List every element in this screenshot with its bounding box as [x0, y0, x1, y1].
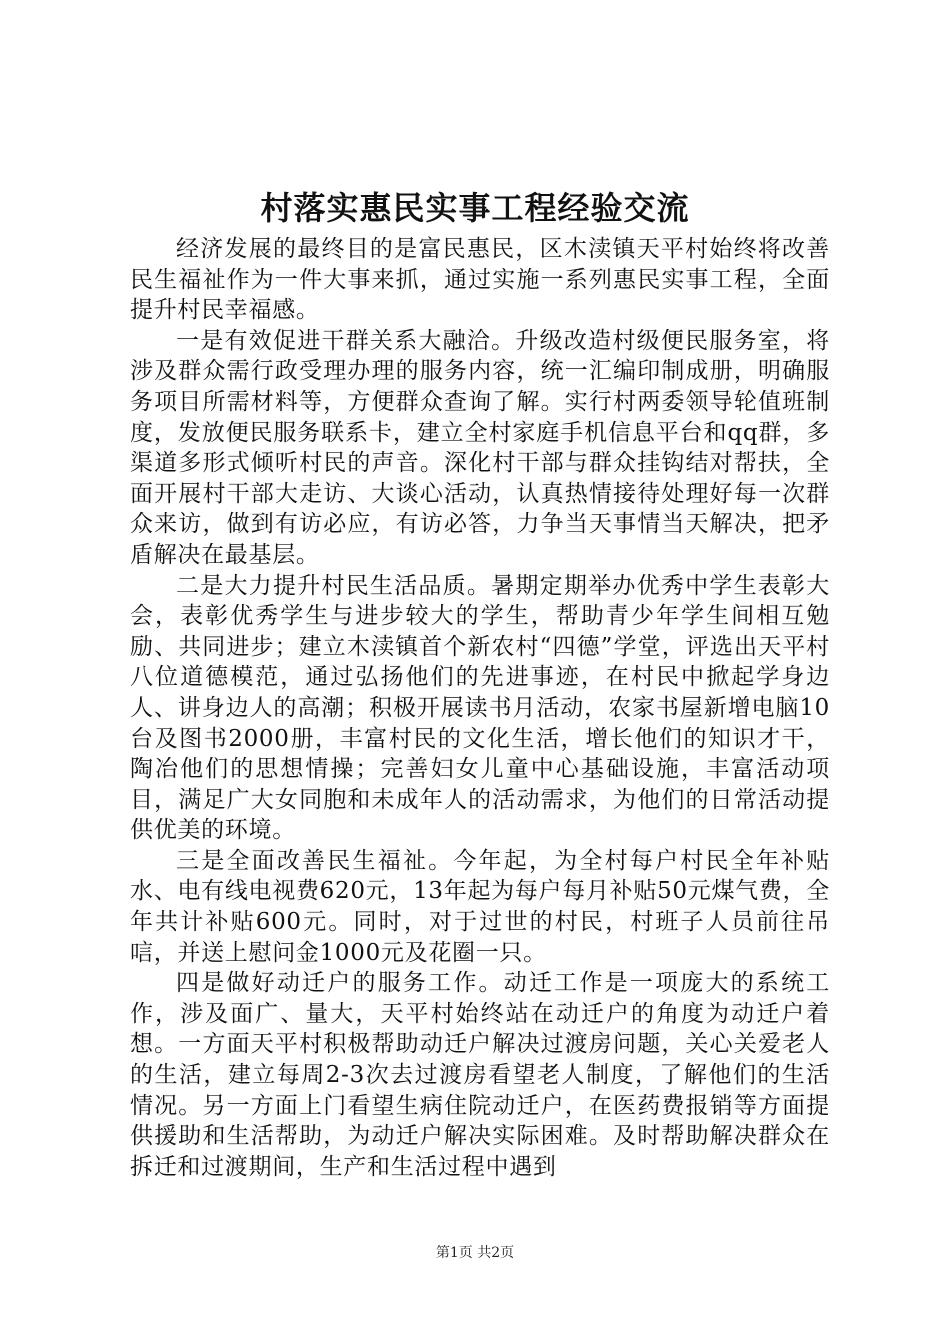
paragraph-point-two: 二是大力提升村民生活品质。暑期定期举办优秀中学生表彰大会，表彰优秀学生与进步较大的学生，帮助青少年学生间相互勉励、共同进步；建立木渎镇首个新农村“四德”学堂，评选出天平村八位道德模范，通过弘扬他们的先进事迹，在村民中掀起学身边人、讲身边人的高潮；积极开展读书月活动，农家书屋新增电脑10台及图书2000册，丰富村民的文化生活，增长他们的知识才干，陶冶他们的思想情操；完善妇女儿童中心基础设施，丰富活动项目，满足广大女同胞和未成年人的活动需求，为他们的日常活动提供优美的环境。 [130, 572, 830, 844]
paragraph-point-three: 三是全面改善民生福祉。今年起，为全村每户村民全年补贴水、电有线电视费620元，13年起为每户每月补贴50元煤气费，全年共计补贴600元。同时，对于过世的村民，村班子人员前往吊唁，并送上慰问金1000元及花圈一只。 [130, 847, 830, 966]
paragraph-point-four: 四是做好动迁户的服务工作。动迁工作是一项庞大的系统工作，涉及面广、量大，天平村始终站在动迁户的角度为动迁户着想。一方面天平村积极帮助动迁户解决过渡房问题，关心关爱老人的生活，建立每周2-3次去过渡房看望老人制度，了解他们的生活情况。另一方面上门看望生病住院动迁户，在医药费报销等方面提供援助和生活帮助，为动迁户解决实际困难。及时帮助解决群众在拆迁和过渡期间，生产和生活过程中遇到 [130, 970, 830, 1180]
paragraph-point-one: 一是有效促进干群关系大融洽。升级改造村级便民服务室，将涉及群众需行政受理办理的服务内容，统一汇编印制成册，明确服务项目所需材料等，方便群众查询了解。实行村两委领导轮值班制度，发放便民服务联系卡，建立全村家庭手机信息平台和qq群，多渠道多形式倾听村民的声音。深化村干部与群众挂钩结对帮扶，全面开展村干部大走访、大谈心活动，认真热情接待处理好每一次群众来访，做到有访必应，有访必答，力争当天事情当天解决，把矛盾解决在最基层。 [130, 327, 830, 568]
paragraph-intro: 经济发展的最终目的是富民惠民，区木渎镇天平村始终将改善民生福祉作为一件大事来抓，通过实施一系列惠民实事工程，全面提升村民幸福感。 [130, 236, 830, 324]
page-number-footer: 第1页 共2页 [435, 1245, 515, 1261]
document-body [130, 234, 830, 1182]
document-title: 村落实惠民实事工程经验交流 [260, 189, 690, 227]
